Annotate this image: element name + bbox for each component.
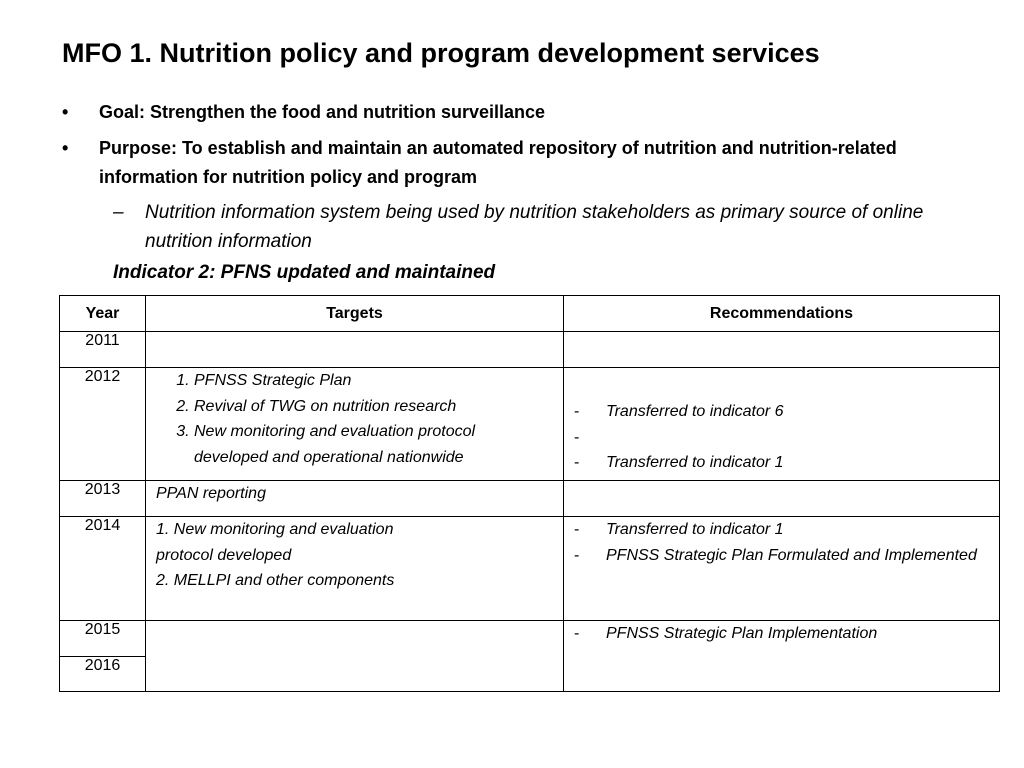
list-spacer <box>574 425 989 450</box>
list-item: - Transferred to indicator 6 <box>574 399 989 425</box>
table-header-row <box>60 296 1000 332</box>
table-row <box>60 368 1000 481</box>
bullet-dot-icon: • <box>62 138 69 158</box>
targets-line: 1. New monitoring and evaluation <box>156 521 394 538</box>
list-item: 1. PFNSS Strategic Plan <box>194 368 553 394</box>
targets-list <box>156 368 553 470</box>
sub-bullet <box>113 198 973 256</box>
year-cell: 2011 <box>60 332 146 368</box>
list-item: - PFNSS Strategic Plan Implementation <box>574 621 989 647</box>
list-item: 3. New monitoring and evaluation protocol developed and operational nationwide <box>194 419 553 470</box>
targets-cell <box>146 621 564 692</box>
year-cell: 2012 <box>60 368 146 481</box>
header-recommendations: Recommendations <box>564 296 1000 332</box>
list-item: 2. Revival of TWG on nutrition research <box>194 394 553 420</box>
targets-cell: PPAN reporting <box>146 481 564 517</box>
slide-title: MFO 1. Nutrition policy and program development services <box>62 38 820 68</box>
purpose-text: Purpose: To establish and maintain an automated repository of nutrition and nutrition-related information for nutrition policy and program <box>99 138 897 187</box>
year-cell: 2016 <box>60 657 146 692</box>
list-item: - Transferred to indicator 1 <box>574 450 989 476</box>
dash-icon: – <box>113 202 124 223</box>
targets-cell <box>146 517 564 621</box>
table-row <box>60 481 1000 517</box>
year-cell: 2014 <box>60 517 146 621</box>
header-year: Year <box>60 296 146 332</box>
targets-cell <box>146 368 564 481</box>
targets-line: protocol developed <box>156 546 292 564</box>
goal-text: Goal: Strengthen the food and nutrition surveillance <box>99 102 546 122</box>
recommendations-list <box>574 517 989 568</box>
bullet-dot-icon: • <box>62 102 69 122</box>
indicator-heading: Indicator 2: PFNS updated and maintained <box>113 262 496 283</box>
recommendations-cell <box>564 368 1000 481</box>
table-row <box>60 517 1000 621</box>
recommendations-cell <box>564 517 1000 621</box>
recommendations-cell <box>564 332 1000 368</box>
table-row <box>60 332 1000 368</box>
purpose-bullet <box>62 134 977 192</box>
targets-cell <box>146 332 564 368</box>
year-cell: 2015 <box>60 621 146 657</box>
recommendations-cell <box>564 481 1000 517</box>
sub-bullet-text: Nutrition information system being used by nutrition stakeholders as primary source of online nutrition information <box>145 202 924 252</box>
goal-bullet <box>62 98 977 127</box>
indicator-table <box>59 295 1000 692</box>
table-row <box>60 621 1000 657</box>
recommendations-list <box>574 621 989 647</box>
recommendations-list <box>574 399 989 475</box>
list-item: - Transferred to indicator 1 <box>574 517 989 543</box>
header-targets: Targets <box>146 296 564 332</box>
targets-line: 2. MELLPI and other components <box>156 572 395 589</box>
list-item: - PFNSS Strategic Plan Formulated and Implemented <box>574 543 989 569</box>
recommendations-cell <box>564 621 1000 692</box>
year-cell: 2013 <box>60 481 146 517</box>
